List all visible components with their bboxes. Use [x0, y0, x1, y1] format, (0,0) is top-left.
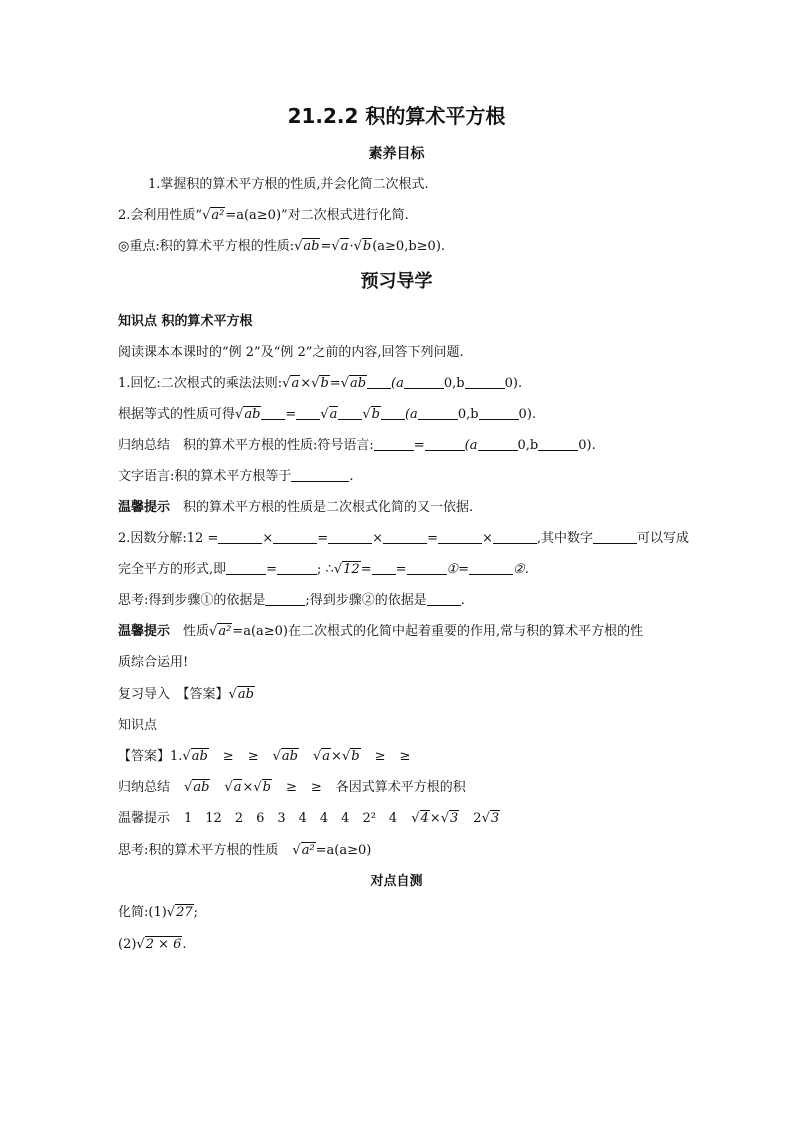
question-2b: 完全平方的形式,即 = ; ∴√12= = ①= ②.: [118, 562, 529, 577]
answer-blank[interactable]: [479, 405, 519, 420]
preview-heading: 预习导学: [360, 271, 433, 292]
answer-blank[interactable]: [226, 560, 266, 575]
answer-blank[interactable]: [265, 591, 305, 606]
answer-1: 【答案】1.√ab ≥ ≥ √ab √a×√b ≥ ≥: [118, 749, 411, 764]
simplify-1: 化简:(1)√27;: [118, 905, 199, 920]
sqrt-expression: √a²: [202, 208, 225, 223]
answer-blank[interactable]: [367, 374, 391, 389]
answer-blank[interactable]: [465, 374, 505, 389]
answer-blank[interactable]: [372, 560, 396, 575]
answer-blank[interactable]: [261, 405, 285, 420]
review-answer: 复习导入 【答案】√ab: [118, 687, 254, 702]
answer-blank[interactable]: [218, 529, 262, 544]
self-test-heading: 对点自测: [370, 874, 423, 889]
answer-blank[interactable]: [438, 529, 482, 544]
answer-2: 归纳总结 √ab √a×√b ≥ ≥ 各因式算术平方根的积: [118, 780, 466, 795]
answer-3: 温馨提示 1 12 2 6 3 4 4 4 2² 4 √4×√3 2√3: [118, 811, 500, 826]
answer-blank[interactable]: [291, 467, 349, 482]
summary-1: 归纳总结 积的算术平方根的性质:符号语言: = (a 0,b 0).: [118, 438, 596, 453]
answer-blank[interactable]: [425, 436, 465, 451]
text-language: 文字语言:积的算术平方根等于 .: [118, 469, 354, 484]
key-point: ◎重点:积的算术平方根的性质:√ab=√a·√b(a≥0,b≥0).: [118, 239, 446, 254]
answer-blank[interactable]: [493, 529, 537, 544]
answer-blank[interactable]: [383, 529, 427, 544]
tip-2: 温馨提示 性质√a²=a(a≥0)在二次根式的化简中起着重要的作用,常与积的算术平方根的性: [118, 624, 644, 639]
tip-2-continued: 质综合运用!: [118, 655, 189, 670]
goals-heading: 素养目标: [368, 146, 425, 162]
answer-blank[interactable]: [296, 405, 320, 420]
answer-blank[interactable]: [427, 591, 461, 606]
question-2: 2.因数分解:12 = × = × = × ,其中数字 可以写成: [118, 531, 690, 546]
answer-blank[interactable]: [328, 529, 372, 544]
think-question: 思考:得到步骤①的依据是 ;得到步骤②的依据是 .: [118, 593, 465, 608]
question-1: 1.回忆:二次根式的乘法法则:√a×√b=√ab (a 0,b 0).: [118, 376, 523, 391]
answer-blank[interactable]: [593, 529, 637, 544]
answer-blank[interactable]: [418, 405, 458, 420]
simplify-2: (2)√2 × 6.: [118, 937, 187, 952]
answer-blank[interactable]: [273, 529, 317, 544]
goal-1: 1.掌握积的算术平方根的性质,并会化简二次根式.: [148, 177, 429, 192]
answer-4: 思考:积的算术平方根的性质 √a²=a(a≥0): [118, 843, 372, 858]
answer-blank[interactable]: [277, 560, 317, 575]
answer-blank[interactable]: [381, 405, 405, 420]
knowledge-point-label: 知识点: [118, 718, 158, 733]
knowledge-point-heading: 知识点 积的算术平方根: [118, 314, 253, 329]
answer-blank[interactable]: [478, 436, 518, 451]
answer-blank[interactable]: [469, 560, 513, 575]
goal-2: 2.会利用性质“√a²=a(a≥0)”对二次根式进行化简.: [118, 206, 409, 226]
reading-instruction: 阅读课本本课时的“例 2”及“例 2”之前的内容,回答下列问题.: [118, 345, 464, 360]
answer-blank[interactable]: [338, 405, 362, 420]
answer-blank[interactable]: [538, 436, 578, 451]
answer-blank[interactable]: [407, 560, 447, 575]
answer-blank[interactable]: [374, 436, 414, 451]
page-title: 21.2.2 积的算术平方根: [287, 104, 506, 128]
answer-blank[interactable]: [404, 374, 444, 389]
question-1b: 根据等式的性质可得√ab = √a √b (a 0,b 0).: [118, 407, 537, 422]
tip-1: 温馨提示 积的算术平方根的性质是二次根式化简的又一依据.: [118, 500, 474, 515]
